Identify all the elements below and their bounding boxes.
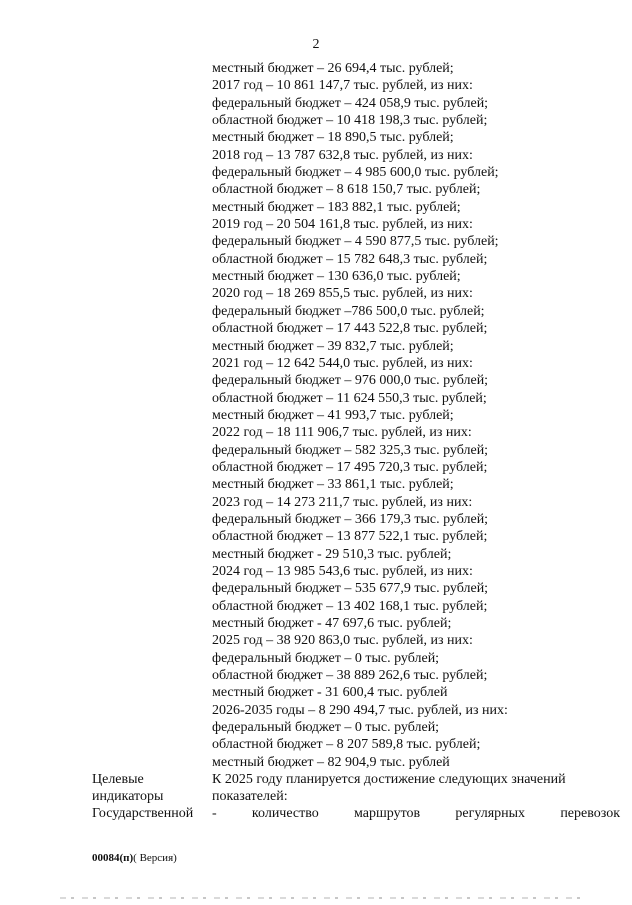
targets-label <box>92 771 210 805</box>
budget-line: федеральный бюджет – 976 000,0 тыс. рублей; <box>212 373 489 389</box>
budget-line: 2018 год – 13 787 632,8 тыс. рублей, из них: <box>212 147 473 163</box>
budget-line: местный бюджет – 33 861,1 тыс. рублей; <box>212 477 454 493</box>
budget-line: местный бюджет - 31 600,4 тыс. рублей <box>212 685 448 701</box>
budget-line: федеральный бюджет – 582 325,3 тыс. рублей; <box>212 442 489 458</box>
budget-line: федеральный бюджет – 4 590 877,5 тыс. рублей; <box>212 234 499 250</box>
budget-line: 2025 год – 38 920 863,0 тыс. рублей, из них: <box>212 633 473 649</box>
targets-label-line: Целевые <box>92 772 144 787</box>
budget-line: 2021 год – 12 642 544,0 тыс. рублей, из них: <box>212 355 473 371</box>
budget-line: 2024 год – 13 985 543,6 тыс. рублей, из них: <box>212 563 473 579</box>
budget-line: областной бюджет – 8 618 150,7 тыс. рублей; <box>212 182 481 198</box>
footer-version <box>92 852 177 864</box>
targets-text-line: К 2025 году планируется достижение следующих значений <box>212 772 566 787</box>
budget-line: 2020 год – 18 269 855,5 тыс. рублей, из них: <box>212 286 473 302</box>
budget-line: 2023 год – 14 273 211,7 тыс. рублей, из них: <box>212 494 473 510</box>
state-word: маршрутов <box>354 806 421 821</box>
budget-line: областной бюджет – 10 418 198,3 тыс. рублей; <box>212 113 488 129</box>
targets-text <box>212 771 620 805</box>
budget-line: 2026-2035 годы – 8 290 494,7 тыс. рублей, из них: <box>212 702 508 718</box>
budget-line: областной бюджет – 17 443 522,8 тыс. рублей; <box>212 321 488 337</box>
budget-line: федеральный бюджет – 366 179,3 тыс. рублей; <box>212 511 489 527</box>
budget-line: областной бюджет – 11 624 550,3 тыс. рублей; <box>212 390 487 406</box>
footer-suffix: ( Версия) <box>133 852 177 864</box>
state-word: регулярных <box>455 806 526 821</box>
budget-line: 2022 год – 18 111 906,7 тыс. рублей, из них: <box>212 425 472 441</box>
footer-code: 00084(п) <box>92 852 134 864</box>
budget-line: областной бюджет – 13 402 168,1 тыс. рублей; <box>212 598 488 614</box>
budget-line: местный бюджет – 39 832,7 тыс. рублей; <box>212 338 454 354</box>
budget-line: местный бюджет – 26 694,4 тыс. рублей; <box>212 61 454 76</box>
budget-line: областной бюджет – 13 877 522,1 тыс. рублей; <box>212 529 488 545</box>
page-number: 2 <box>312 37 320 52</box>
state-word: перевозок <box>560 806 620 821</box>
budget-line: областной бюджет – 17 495 720,3 тыс. рублей; <box>212 459 488 475</box>
budget-line: местный бюджет – 130 636,0 тыс. рублей; <box>212 269 461 285</box>
state-text-line <box>212 805 620 822</box>
budget-line: федеральный бюджет – 424 058,9 тыс. рублей; <box>212 95 489 111</box>
scan-noise-strip <box>60 897 580 899</box>
state-word: - <box>212 806 217 821</box>
budget-line: местный бюджет – 183 882,1 тыс. рублей; <box>212 199 461 215</box>
budget-line: областной бюджет – 8 207 589,8 тыс. рублей; <box>212 737 481 753</box>
budget-line: федеральный бюджет – 0 тыс. рублей; <box>212 650 440 666</box>
budget-line: местный бюджет – 82 904,9 тыс. рублей <box>212 754 450 770</box>
budget-line: областной бюджет – 38 889 262,6 тыс. рублей; <box>212 668 488 684</box>
budget-line: местный бюджет - 29 510,3 тыс. рублей; <box>212 546 452 562</box>
targets-text-line: показателей: <box>212 789 288 804</box>
budget-line: 2017 год – 10 861 147,7 тыс. рублей, из них: <box>212 78 473 94</box>
state-label: Государственной <box>92 806 194 821</box>
budget-line: федеральный бюджет –786 500,0 тыс. рублей; <box>212 303 485 319</box>
targets-label-line: индикаторы <box>92 789 164 804</box>
budget-line: федеральный бюджет – 0 тыс. рублей; <box>212 720 440 736</box>
budget-lines <box>212 60 622 771</box>
budget-line: местный бюджет – 18 890,5 тыс. рублей; <box>212 130 454 146</box>
budget-line: федеральный бюджет – 4 985 600,0 тыс. рублей; <box>212 165 499 181</box>
budget-line: местный бюджет – 41 993,7 тыс. рублей; <box>212 407 454 423</box>
state-word: количество <box>251 806 319 821</box>
budget-line: 2019 год – 20 504 161,8 тыс. рублей, из них: <box>212 217 473 233</box>
state-text <box>212 805 620 822</box>
budget-line: местный бюджет - 47 697,6 тыс. рублей; <box>212 616 452 631</box>
budget-line: областной бюджет – 15 782 648,3 тыс. рублей; <box>212 251 488 267</box>
budget-line: федеральный бюджет – 535 677,9 тыс. рублей; <box>212 581 489 597</box>
